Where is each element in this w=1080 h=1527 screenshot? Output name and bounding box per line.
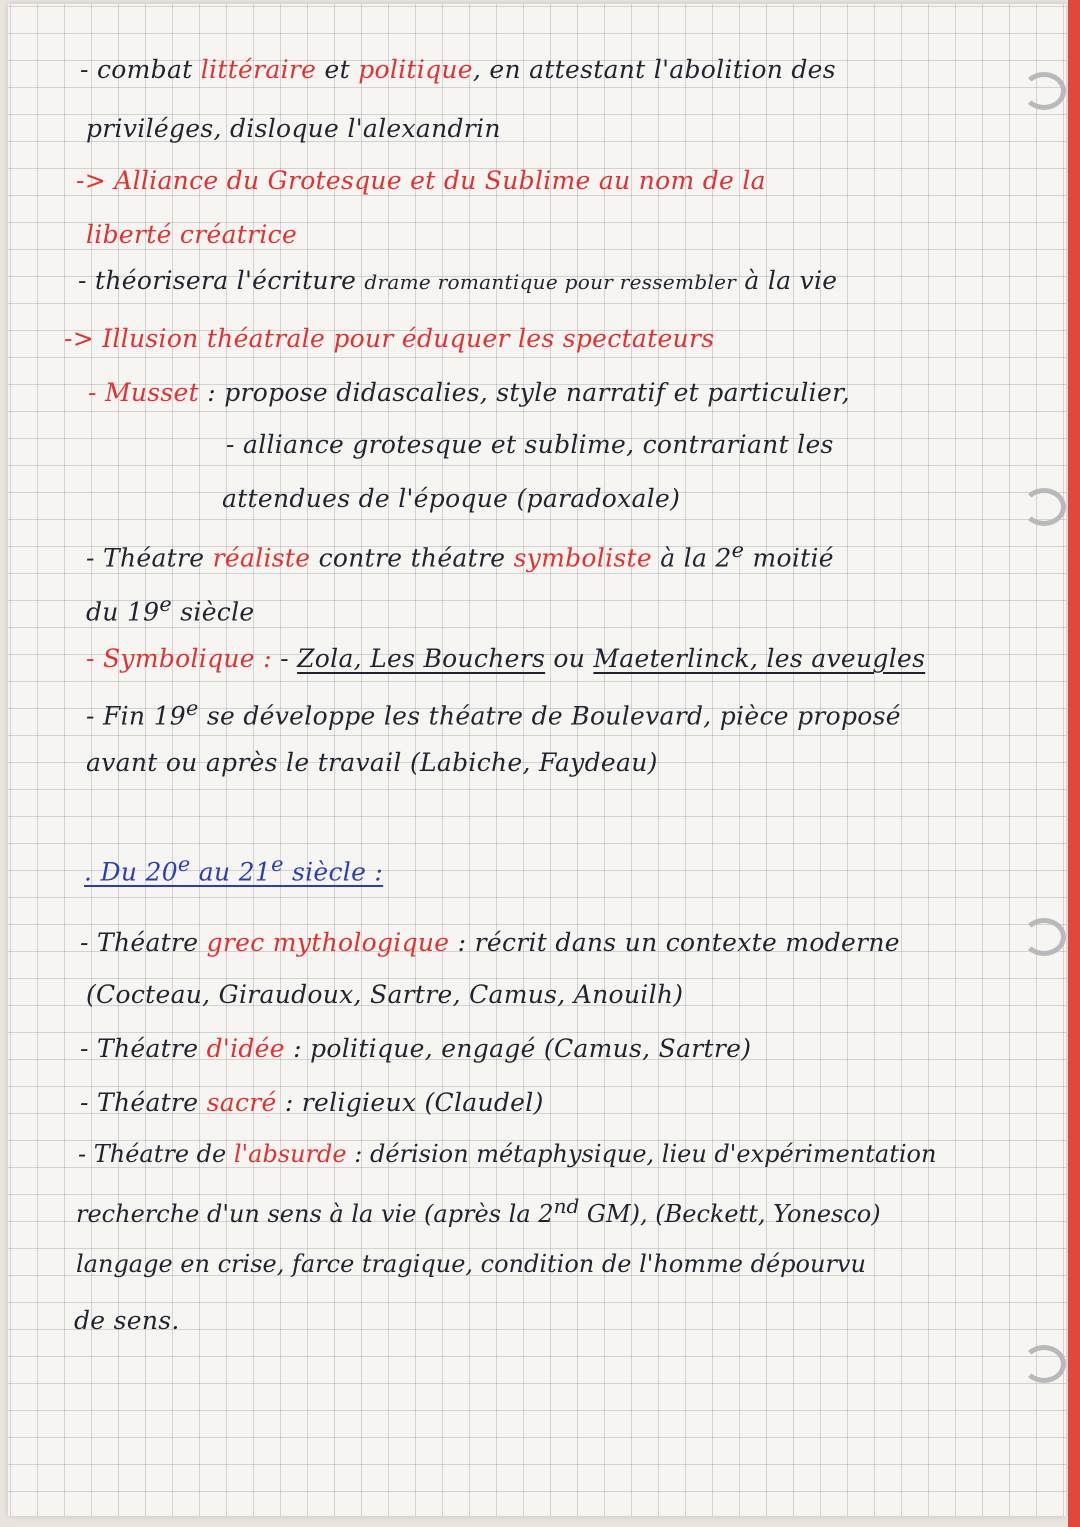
red-margin-edge: [1068, 0, 1080, 1527]
note-line: langage en crise, farce tragique, condition de l'homme dépourvu: [76, 1250, 866, 1278]
note-line: priviléges, disloque l'alexandrin: [86, 114, 501, 143]
note-line: - Théatre sacré : religieux (Claudel): [80, 1088, 544, 1117]
binder-ring-icon: [1022, 1345, 1066, 1383]
note-line: - Symbolique : - Zola, Les Bouchers ou Maeterlinck, les aveugles: [86, 644, 926, 673]
note-line: attendues de l'époque (paradoxale): [222, 484, 681, 513]
note-line: du 19e siècle: [86, 592, 255, 627]
note-line: -> Illusion théatrale pour éduquer les spectateurs: [64, 324, 715, 353]
note-line: - combat littéraire et politique, en attestant l'abolition des: [80, 55, 836, 84]
binder-ring-icon: [1022, 488, 1066, 526]
binder-ring-icon: [1022, 918, 1066, 956]
note-line: - théorisera l'écriture drame romantique pour ressembler à la vie: [78, 266, 838, 295]
note-line: - Fin 19e se développe les théatre de Boulevard, pièce proposé: [86, 696, 901, 731]
note-line: - alliance grotesque et sublime, contrariant les: [226, 430, 834, 459]
note-line: - Théatre grec mythologique : récrit dans un contexte moderne: [80, 928, 900, 957]
note-line: avant ou après le travail (Labiche, Faydeau): [86, 748, 658, 777]
note-line: - Théatre de l'absurde : dérision métaphysique, lieu d'expérimentation: [78, 1140, 937, 1168]
note-line: - Musset : propose didascalies, style narratif et particulier,: [88, 378, 850, 407]
note-line: -> Alliance du Grotesque et du Sublime au nom de la: [76, 166, 766, 195]
note-line: (Cocteau, Giraudoux, Sartre, Camus, Anouilh): [86, 980, 684, 1009]
note-line: - Théatre réaliste contre théatre symboliste à la 2e moitié: [86, 538, 834, 573]
note-line: liberté créatrice: [86, 220, 298, 249]
note-line: recherche d'un sens à la vie (après la 2nd GM), (Beckett, Yonesco): [76, 1194, 881, 1228]
binder-ring-icon: [1022, 72, 1066, 110]
note-line: - Théatre d'idée : politique, engagé (Camus, Sartre): [80, 1034, 752, 1063]
section-heading: . Du 20e au 21e siècle :: [84, 852, 384, 887]
note-line: de sens.: [74, 1306, 180, 1335]
